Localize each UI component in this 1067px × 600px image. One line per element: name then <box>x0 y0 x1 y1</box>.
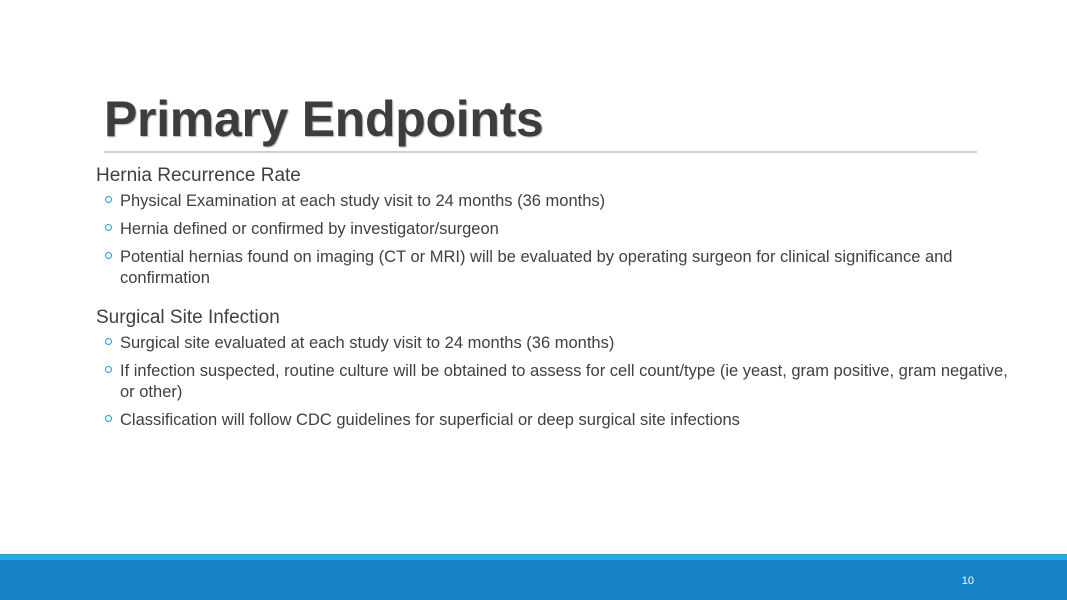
bullet-text: Hernia defined or confirmed by investigator/surgeon <box>120 220 499 238</box>
bullet-text: Potential hernias found on imaging (CT or MRI) will be evaluated by operating surgeon for clinical significance and confirmation <box>120 248 953 287</box>
section-heading: Hernia Recurrence Rate <box>96 165 301 186</box>
page-number: 10 <box>961 575 974 587</box>
bullet-item <box>96 191 1026 212</box>
bullet-item <box>96 410 1026 431</box>
section-surgical-site-infection <box>96 306 1026 431</box>
section-hernia-recurrence <box>96 164 1026 289</box>
bullet-item <box>96 219 1026 240</box>
circle-bullet-icon <box>105 196 112 203</box>
circle-bullet-icon <box>105 252 112 259</box>
bullet-item <box>96 247 1026 289</box>
bullet-list <box>96 333 1026 431</box>
circle-bullet-icon <box>105 415 112 422</box>
slide-title: Primary Endpoints <box>104 91 544 147</box>
footer-bar <box>0 560 1067 600</box>
circle-bullet-icon <box>105 224 112 231</box>
bullet-text: If infection suspected, routine culture will be obtained to assess for cell count/type (ie yeast, gram positive, gram negative, or other) <box>120 362 1008 401</box>
bullet-text: Classification will follow CDC guidelines for superficial or deep surgical site infections <box>120 411 740 429</box>
bullet-text: Surgical site evaluated at each study visit to 24 months (36 months) <box>120 334 615 352</box>
section-heading: Surgical Site Infection <box>96 307 280 328</box>
bullet-item <box>96 333 1026 354</box>
circle-bullet-icon <box>105 366 112 373</box>
bullet-item <box>96 361 1026 403</box>
circle-bullet-icon <box>105 338 112 345</box>
title-divider <box>104 151 977 153</box>
bullet-list <box>96 191 1026 289</box>
slide-content <box>96 164 1026 448</box>
bullet-text: Physical Examination at each study visit to 24 months (36 months) <box>120 192 606 210</box>
